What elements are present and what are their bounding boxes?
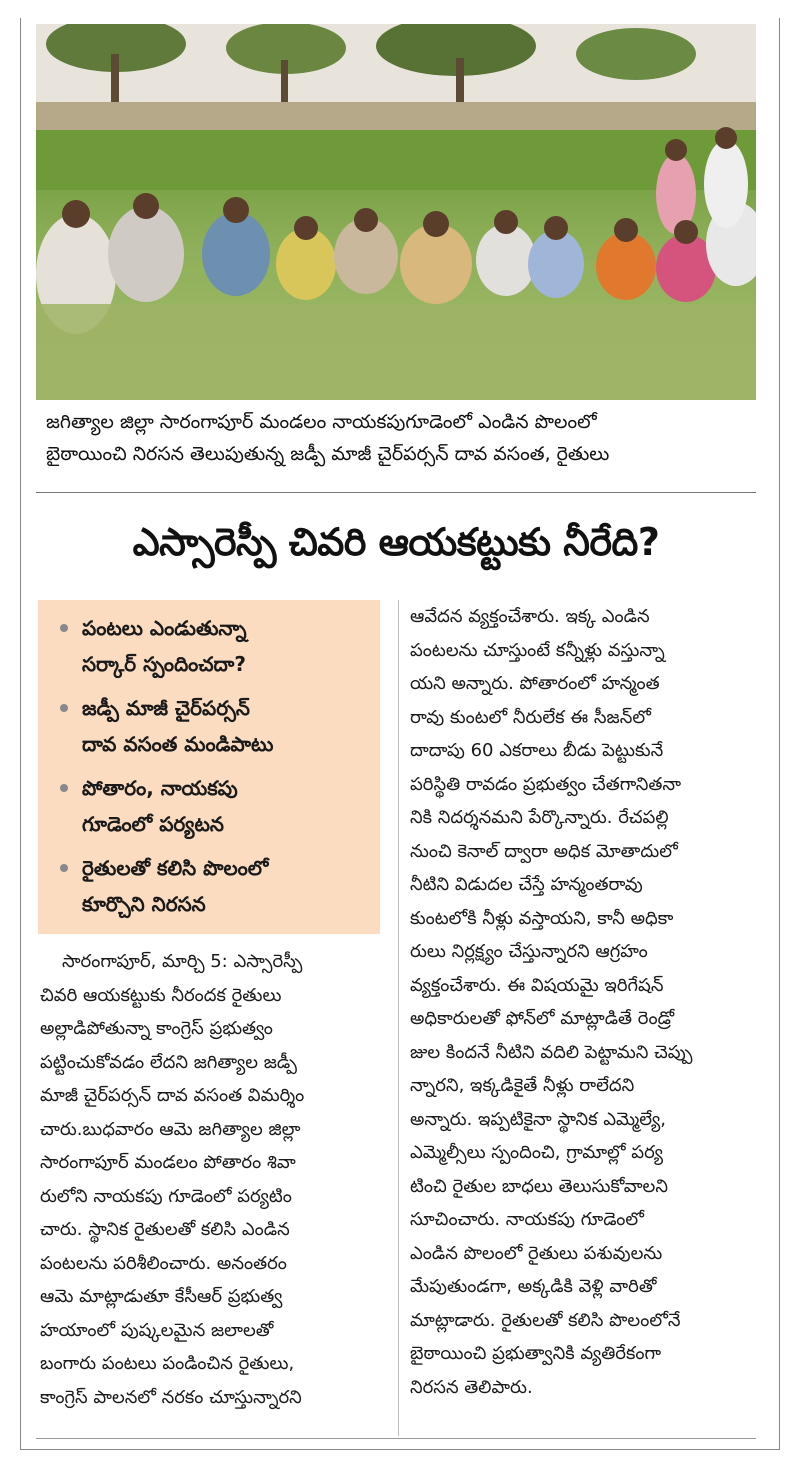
article-line: ఆమె మాట్లాడుతూ కేసీఆర్ ప్రభుత్వ [40, 1286, 283, 1307]
article-line: బంగారు పంటలు పండించిన రైతులు, [40, 1353, 295, 1374]
article-line: నుంచి కెనాల్ ద్వారా అధిక మోతాదులో [410, 840, 678, 862]
article-line: నికి నిదర్శనమని పేర్కొన్నారు. రేచపల్లి [410, 807, 669, 828]
article-line: చివరి ఆయకట్టుకు నీరందక రైతులు [40, 984, 282, 1006]
bullet-icon [60, 784, 68, 792]
article-line: జుల కిందనే నీటిని వదిలి పెట్టామని చెప్పు [410, 1041, 693, 1063]
photo-caption [46, 406, 756, 470]
bullet-icon [60, 704, 68, 712]
article-line: బైఠాయించి ప్రభుత్వానికి వ్యతిరేకంగా [410, 1343, 662, 1364]
article-line: పంటలను చూస్తుంటే కన్నీళ్లు వస్తున్నా [410, 639, 665, 661]
caption-line: జగిత్యాల జిల్లా సారంగాపూర్ మండలం నాయకపుగూడెంలో ఎండిన పొలంలో [46, 411, 597, 433]
article-line: న్నారని, ఇక్కడికైతే నీళ్లు రాలేదని [410, 1075, 635, 1096]
article-line: మేపుతుండగా, అక్కడికి వెళ్లి వారితో [410, 1276, 657, 1297]
article-line: సారంగాపూర్, మార్చి 5: ఎస్సారెస్పీ [62, 951, 303, 972]
news-photo [36, 24, 756, 400]
article-line: వ్యక్తంచేశారు. ఈ విషయమై ఇరిగేషన్ [410, 974, 664, 996]
article-line: ఎండిన పొలంలో రైతులు పశువులను [410, 1242, 663, 1264]
article-line: చారు.బుధవారం ఆమె జగిత్యాల జిల్లా [40, 1118, 301, 1140]
highlight-item: పోతారం, నాయకపు గూడెంలో పర్యటన [58, 770, 368, 842]
highlight-item: జడ్పీ మాజీ చైర్‌పర్సన్ దావ వసంత మండిపాటు [58, 690, 368, 762]
article-column-left [40, 945, 388, 1414]
article-line: సూచించారు. నాయకపు గూడెంలో [410, 1209, 644, 1230]
bottom-divider [36, 1438, 756, 1439]
article-line: సారంగాపూర్ మండలం పోతారం శివా [40, 1152, 296, 1173]
article-line: దాదాపు 60 ఎకరాలు బీడు పెట్టుకునే [410, 740, 664, 761]
bullet-icon [60, 864, 68, 872]
article-line: పట్టించుకోవడం లేదని జగిత్యాల జడ్పీ [40, 1051, 297, 1073]
article-line: చారు. స్థానిక రైతులతో కలిసి ఎండిన [40, 1219, 290, 1240]
column-divider [398, 600, 399, 1436]
article-line: అల్లాడిపోతున్నా కాంగ్రెస్ ప్రభుత్వం [40, 1018, 273, 1039]
article-line: కాంగ్రెస్ పాలనలో నరకం చూస్తున్నారని [40, 1386, 302, 1408]
field-protest-photo-icon [36, 24, 756, 400]
highlights-box [38, 600, 380, 934]
article-line: పంటలను పరిశీలించారు. అనంతరం [40, 1252, 287, 1274]
article-line: మాజీ చైర్‌పర్సన్ దావ వసంత విమర్శిం [40, 1085, 305, 1106]
article-line: హయాంలో పుష్కలమైన జలాలతో [40, 1319, 274, 1341]
bullet-icon [60, 624, 68, 632]
article-column-right [410, 600, 760, 1404]
divider [36, 492, 756, 493]
article-line: కుంటలోకి నీళ్లు వస్తాయని, కానీ అధికా [410, 907, 674, 929]
article-line: మాట్లాడారు. రైతులతో కలిసి పొలంలోనే [410, 1309, 681, 1331]
article-line: అన్నారు. ఇప్పటికైనా స్థానిక ఎమ్మెల్యే, [410, 1108, 667, 1130]
article-line: రావు కుంటలో నీరులేక ఈ సీజన్‌లో [410, 706, 651, 728]
article-line: అధికారులతో ఫోన్‌లో మాట్లాడితే రెండ్రో [410, 1008, 675, 1029]
caption-line: బైఠాయించి నిరసన తెలుపుతున్న జడ్పీ మాజీ చైర్‌పర్సన్ దావ వసంత, రైతులు [46, 443, 610, 465]
article-line: ఎమ్మెల్సీలు స్పందించి, గ్రామాల్లో పర్య [410, 1142, 663, 1163]
headline: ఎస్సారెస్పీ చివరి ఆయకట్టుకు నీరేది? [132, 520, 660, 564]
article-line: నీటిని విడుదల చేస్తే హన్మంతరావు [410, 874, 643, 895]
article-line: రులు నిర్లక్ష్యం చేస్తున్నారని ఆగ్రహం [410, 941, 648, 962]
article-line: ఆవేదన వ్యక్తంచేశారు. ఇక్క ఎండిన [410, 606, 650, 627]
highlight-item: రైతులతో కలిసి పొలంలో కూర్చొని నిరసన [58, 850, 368, 922]
article-line: రులోని నాయకపు గూడెంలో పర్యటిం [40, 1185, 292, 1207]
article-line: నిరసన తెలిపారు. [410, 1376, 533, 1398]
article-line: పరిస్థితి రావడం ప్రభుత్వం చేతగానితనా [410, 773, 682, 795]
article-line: యని అన్నారు. పోతారంలో హన్మంత [410, 673, 660, 694]
article-line: టించి రైతుల బాధలు తెలుసుకోవాలని [410, 1175, 668, 1197]
highlight-item: పంటలు ఎండుతున్నా సర్కార్ స్పందించదా? [58, 610, 368, 682]
